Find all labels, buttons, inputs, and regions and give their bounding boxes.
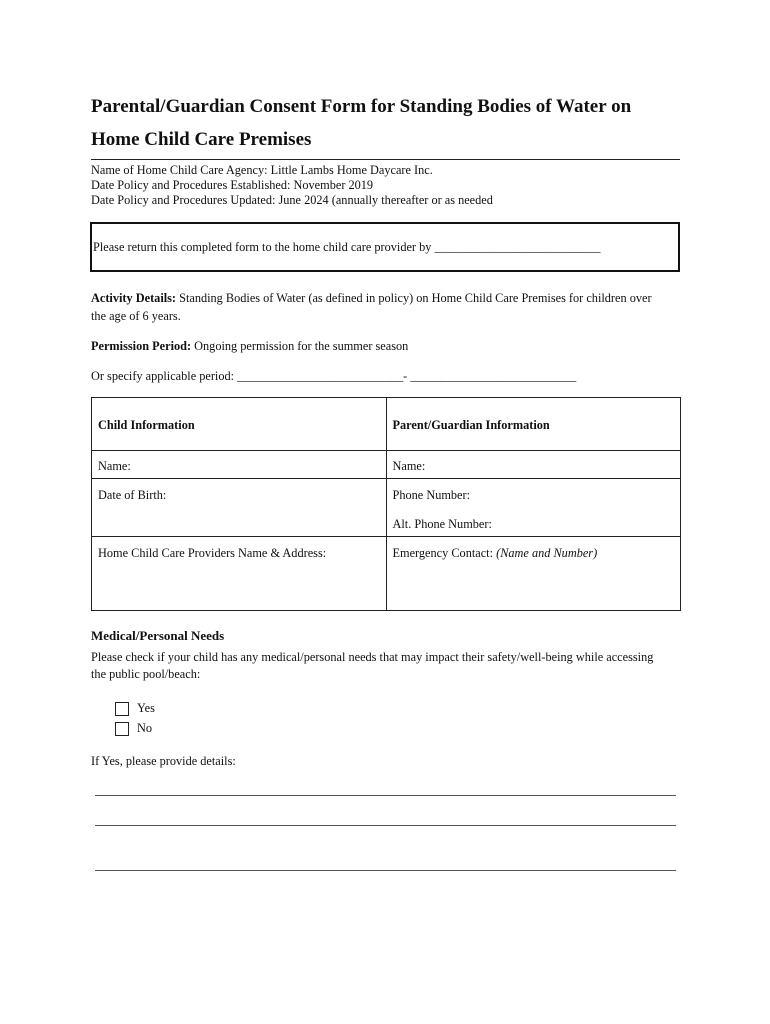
activity-text-line-2: the age of 6 years. [91, 309, 181, 323]
parent-info-header: Parent/Guardian Information [386, 398, 681, 451]
specify-period[interactable]: Or specify applicable period: ___________________________- ___________________________ [91, 369, 577, 383]
details-line-2[interactable] [95, 825, 676, 826]
form-title-line-2: Home Child Care Premises [91, 129, 312, 150]
return-notice-text: Please return this completed form to the home child care provider by ___________________________ [93, 240, 601, 254]
parent-name-label: Name: [392, 459, 426, 473]
phone-label: Phone Number: [392, 488, 471, 502]
activity-label: Activity Details: [91, 291, 177, 305]
provider-field[interactable] [92, 537, 387, 611]
phone-field[interactable] [386, 479, 681, 537]
agency-name: Name of Home Child Care Agency: Little Lambs Home Daycare Inc. [91, 163, 433, 177]
form-title-line-1: Parental/Guardian Consent Form for Standing Bodies of Water on [91, 96, 632, 117]
permission-label: Permission Period: [91, 339, 192, 353]
parent-name-field[interactable] [386, 451, 681, 479]
activity-text-line-1: Standing Bodies of Water (as defined in policy) on Home Child Care Premises for children over [176, 291, 652, 305]
option-no[interactable] [115, 721, 152, 736]
permission-text: Ongoing permission for the summer season [191, 339, 409, 353]
dob-label: Date of Birth: [98, 488, 167, 502]
details-line-1[interactable] [95, 795, 676, 796]
no-checkbox[interactable] [115, 722, 129, 736]
yes-checkbox[interactable] [115, 702, 129, 716]
date-updated: Date Policy and Procedures Updated: June 2024 (annually thereafter or as needed [91, 193, 493, 207]
no-label: No [137, 721, 153, 735]
medical-prompt-line-2: the public pool/beach: [91, 667, 201, 681]
yes-label: Yes [137, 701, 155, 715]
child-name-field[interactable] [92, 451, 387, 479]
info-table [91, 397, 681, 611]
title-divider [91, 159, 680, 160]
return-notice-box [90, 222, 680, 272]
emergency-contact-hint: (Name and Number) [496, 546, 598, 560]
alt-phone-label: Alt. Phone Number: [392, 517, 492, 531]
activity-details [91, 291, 652, 306]
emergency-contact-label: Emergency Contact: [392, 546, 497, 560]
medical-heading: Medical/Personal Needs [91, 628, 225, 643]
emergency-contact-field[interactable] [386, 537, 681, 611]
child-name-label: Name: [98, 459, 131, 473]
medical-prompt-line-1: Please check if your child has any medical/personal needs that may impact their safety/well-being while accessing [91, 650, 654, 664]
child-info-header: Child Information [92, 398, 387, 451]
dob-field[interactable] [92, 479, 387, 537]
details-line-3[interactable] [95, 870, 676, 871]
provider-label: Home Child Care Providers Name & Address: [98, 546, 327, 560]
details-label: If Yes, please provide details: [91, 754, 236, 768]
date-established: Date Policy and Procedures Established: November 2019 [91, 178, 374, 192]
option-yes[interactable] [115, 701, 155, 716]
permission-period [91, 339, 408, 354]
